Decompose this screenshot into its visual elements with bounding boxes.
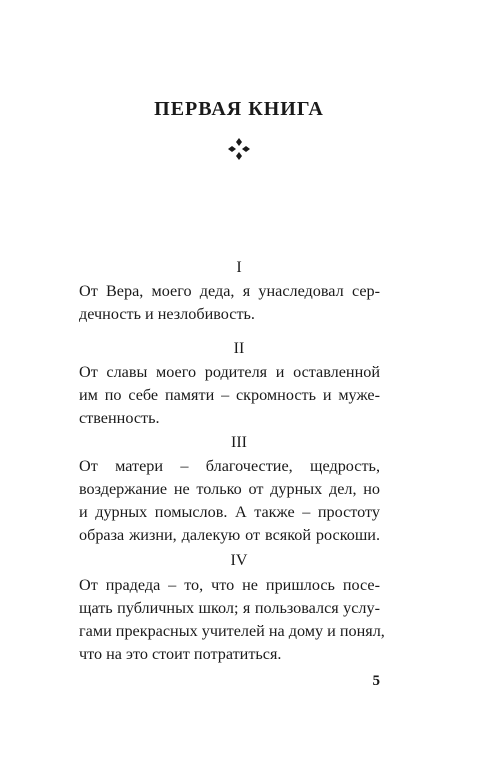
section-numeral: II <box>233 340 245 357</box>
paragraph-line: гами прекрасных учителей на дому и понял, <box>79 622 385 640</box>
paragraph-line: щать публичных школ; я пользовался услу- <box>79 599 380 617</box>
paragraph-line: воздержание не только от дурных дел, но <box>79 480 380 498</box>
paragraph-line: От матери – благочестие, щедрость, <box>79 457 380 475</box>
section-numeral: IV <box>230 552 248 569</box>
paragraph-line: От прадеда – то, что не пришлось посе- <box>79 576 380 594</box>
section-paragraph <box>79 455 380 547</box>
section-paragraph <box>79 574 385 666</box>
four-diamond-ornament-icon <box>0 136 478 162</box>
paragraph-line: и дурных помыслов. А также – простоту <box>79 503 380 521</box>
paragraph-line: дечность и незлобивость. <box>79 305 255 323</box>
book-title: ПЕРВАЯ КНИГА <box>154 98 324 120</box>
section-numeral: I <box>236 259 242 276</box>
paragraph-line: образа жизни, далекую от всякой роскоши. <box>79 526 380 544</box>
section-paragraph <box>79 280 380 326</box>
page-number: 5 <box>372 673 380 689</box>
paragraph-line: От Вера, моего деда, я унаследовал сер- <box>79 282 380 300</box>
paragraph-line: ственность. <box>79 409 160 427</box>
section-numeral: III <box>231 434 247 451</box>
paragraph-line: От славы моего родителя и оставленной <box>79 363 380 381</box>
paragraph-line: что на это стоит потратиться. <box>79 645 282 663</box>
paragraph-line: им по себе памяти – скромность и муже- <box>79 386 380 404</box>
section-paragraph <box>79 361 380 430</box>
